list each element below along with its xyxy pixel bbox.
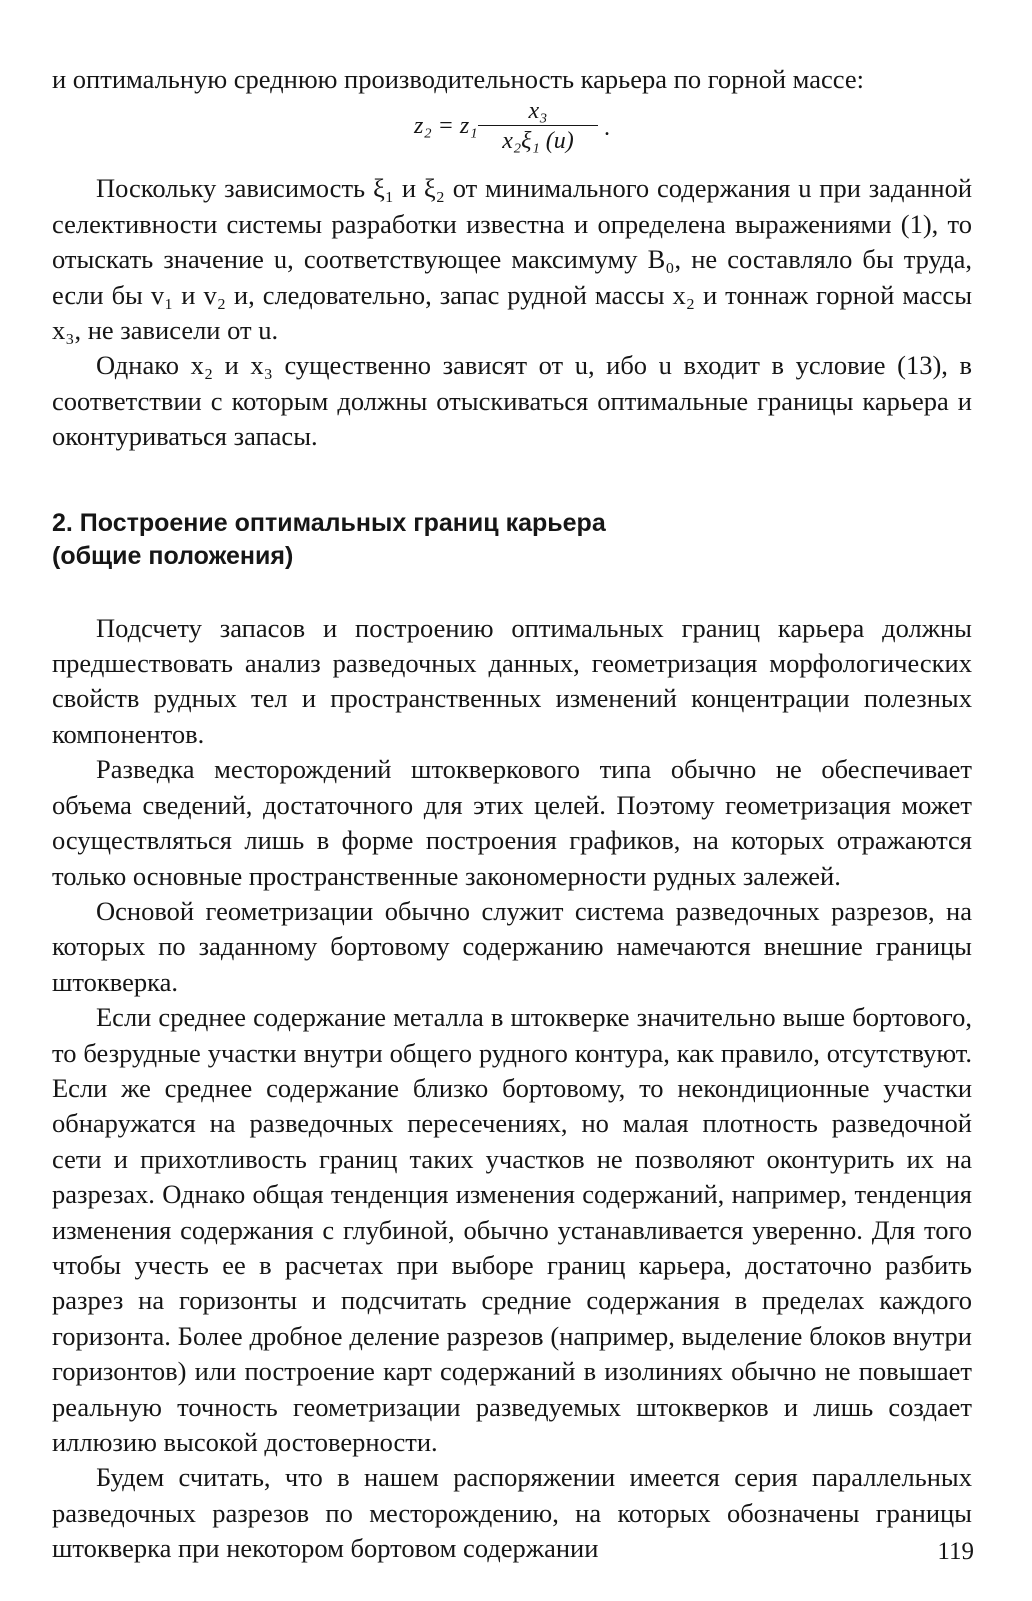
formula-denominator: x₂ξ₁ (u) [502, 128, 574, 155]
paragraph-basis: Основой геометризации обычно служит система разведочных разрезов, на которых по заданному бортовому содержанию намечаются внешние границы штокверка. [52, 895, 972, 997]
section-heading-title: 2. Построение оптимальных границ карьера [52, 508, 606, 537]
paragraph-however: Однако x₂ и x₃ существенно зависят от u, ибо u входит в условие (13), в соответствии с которым должны отыскиваться оптимальные границы карьера и оконтуриваться запасы. [52, 350, 972, 452]
formula-lhs: z₂ = z₁ [414, 113, 478, 140]
formula-end: . [604, 115, 610, 142]
fraction-bar [478, 125, 598, 126]
intro-paragraph: и оптимальную среднюю производительность карьера по горной массе: [52, 64, 864, 94]
page-body [52, 62, 972, 1567]
page-number: 119 [937, 1538, 974, 1565]
section-heading-subtitle: (общие положения) [52, 541, 294, 570]
section-heading [52, 507, 972, 573]
paragraph-reserves: Подсчету запасов и построению оптимальных границ карьера должны предшествовать анализ разведочных данных, геометризация морфологических свойств рудных тел и пространственных изменений концентрации полезных компонентов. [52, 612, 972, 749]
formula-numerator: x₃ [528, 98, 548, 125]
paragraph-exploration: Разведка месторождений штокверкового типа обычно не обеспечивает объема сведений, достаточного для этих целей. Поэтому геометризация может осуществляться лишь в форме построения графиков, на которых отражаются только основные пространственные закономерности рудных залежей. [52, 754, 972, 891]
formula-fraction [478, 99, 598, 154]
paragraph-dependence: Поскольку зависимость ξ₁ и ξ₂ от минимального содержания u при заданной селективности системы разработки известна и определена выражениями (1), то отыскать значение u, соответствующее максимуму B₀, не составляло бы труда, если бы v₁ и v₂ и, следовательно, запас рудной массы x₂ и тоннаж горной массы x₃, не зависели от u. [52, 173, 972, 346]
paragraph-assume: Будем считать, что в нашем распоряжении имеется серия параллельных разведочных разрезов по месторождению, на которых обозначены границы штокверка при некотором бортовом содержании [52, 1462, 972, 1564]
formula-z2 [52, 97, 972, 171]
paragraph-average-content: Если среднее содержание металла в штокверке значительно выше бортового, то безрудные участки внутри общего рудного контура, как правило, отсутствуют. Если же среднее содержание близко бортовому, то некондиционные участки обнаружатся на разведочных пересечениях, но малая плотность разведочной сети и прихотливость границ таких участков не позволяют оконтурить их на разрезах. Однако общая тенденция изменения содержаний, например, тенденция изменения содержания с глубиной, обычно устанавливается уверенно. Для того чтобы учесть ее в расчетах при выборе границ карьера, достаточно разбить разрез на горизонты и подсчитать средние содержания в пределах каждого горизонта. Более дробное деление разрезов (например, выделение блоков внутри горизонтов) или построение карт содержаний в изолиниях обычно не повышает реальную точность геометризации разведуемых штокверков и лишь создает иллюзию высокой достоверности. [52, 1002, 972, 1457]
